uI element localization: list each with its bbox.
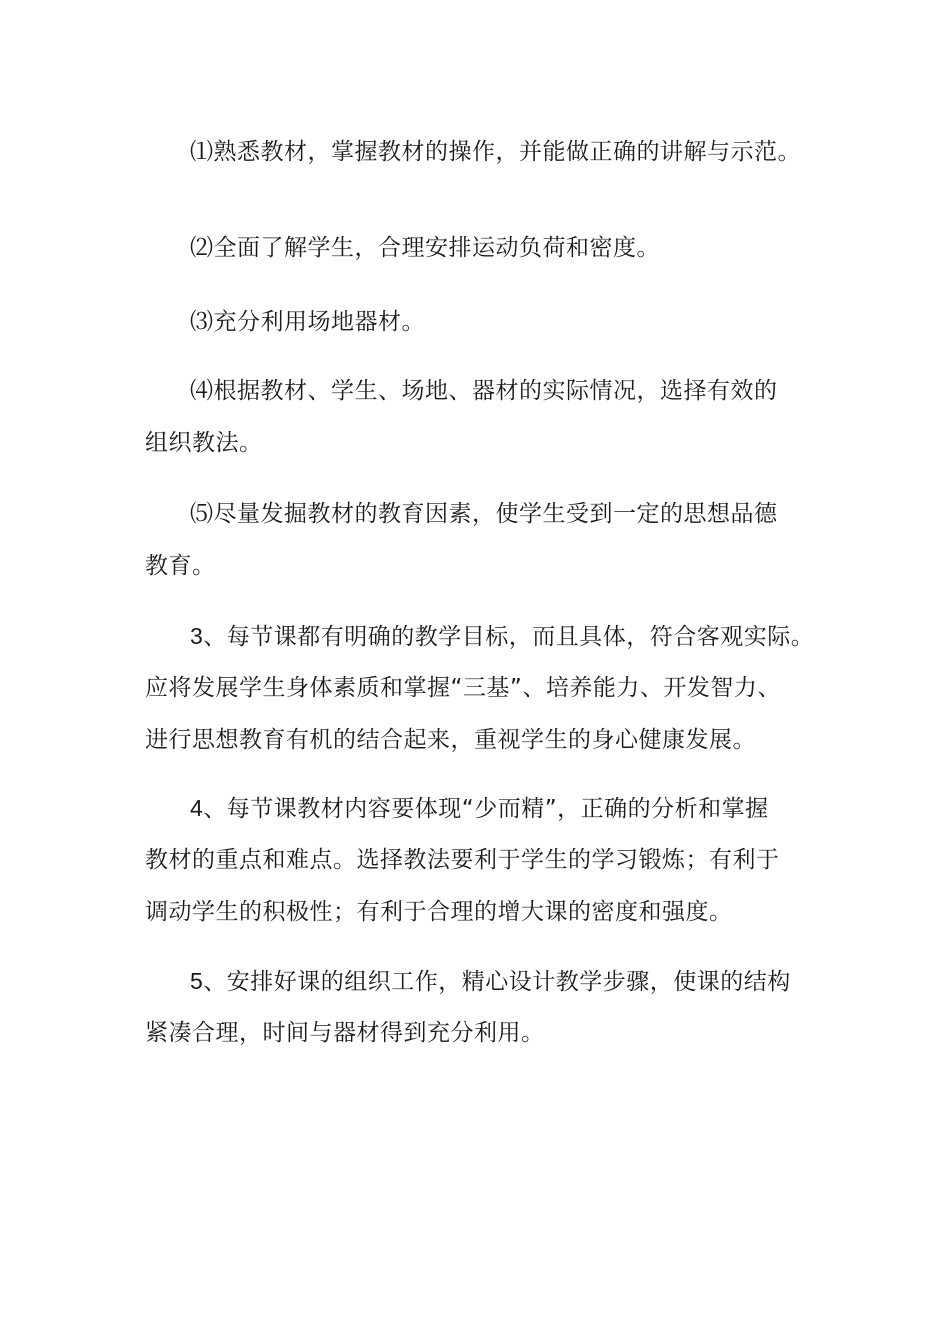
item-3-line-1: ⑶充分利用场地器材。: [190, 309, 425, 335]
section-4-line-1: [190, 793, 769, 824]
section-5-line-1: [190, 966, 791, 997]
section-5-text: 、安排好课的组织工作，精心设计教学步骤，使课的结构: [203, 969, 791, 995]
section-3-line-3: 进行思想教育有机的结合起来，重视学生的身心健康发展。: [145, 727, 756, 753]
section-3-line-2: 应将发展学生身体素质和掌握“三基”、培养能力、开发智力、: [145, 675, 781, 701]
section-3-text: 、每节课都有明确的教学目标，而且具体，符合客观实际。: [203, 624, 815, 650]
section-4-line-3: 调动学生的积极性；有利于合理的增大课的密度和强度。: [145, 899, 733, 925]
item-2-line-1: ⑵全面了解学生，合理安排运动负荷和密度。: [190, 235, 660, 261]
item-4-line-2: 组织教法。: [145, 430, 263, 456]
section-4-number: 4: [190, 795, 204, 821]
item-1-line-1: ⑴熟悉教材，掌握教材的操作，并能做正确的讲解与示范。: [190, 139, 801, 165]
section-4-text: 、每节课教材内容要体现“少而精”，正确的分析和掌握: [203, 796, 769, 822]
section-3-number: 3: [190, 623, 204, 649]
section-3-line-1: [190, 621, 814, 652]
item-5-line-2: 教育。: [145, 553, 216, 579]
section-4-line-2: 教材的重点和难点。选择教法要利于学生的学习锻炼；有利于: [145, 847, 780, 873]
section-5-line-2: 紧凑合理，时间与器材得到充分利用。: [145, 1020, 545, 1046]
section-5-number: 5: [190, 968, 204, 994]
item-5-line-1: ⑸尽量发掘教材的教育因素，使学生受到一定的思想品德: [190, 501, 778, 527]
item-4-line-1: ⑷根据教材、学生、场地、器材的实际情况，选择有效的: [190, 378, 778, 404]
